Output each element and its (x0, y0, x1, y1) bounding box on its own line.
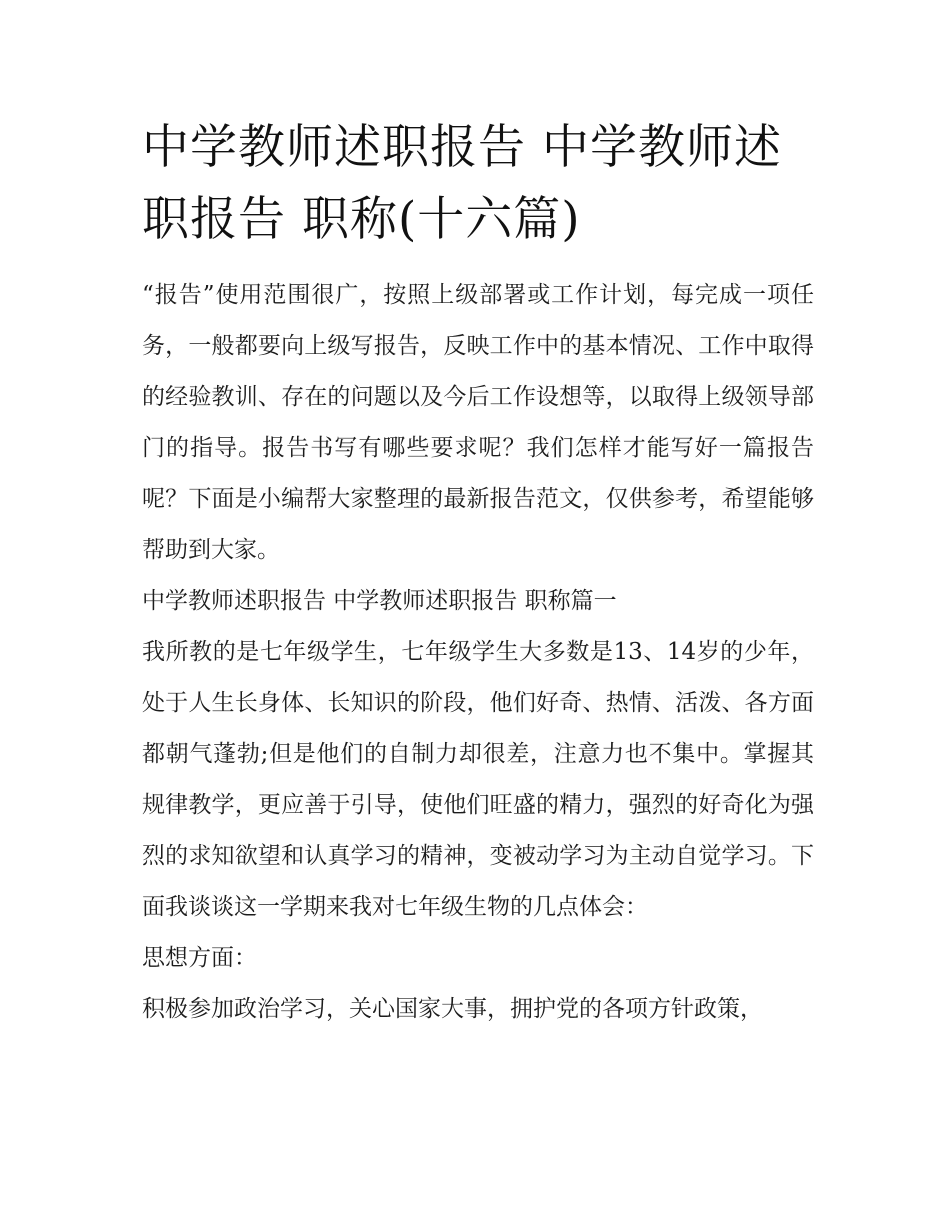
paragraph-politics: 积极参加政治学习，关心国家大事，拥护党的各项方针政策， (142, 996, 763, 1022)
document-content (142, 112, 814, 1035)
paragraph-intro: “报告”使用范围很广，按照上级部署或工作计划，每完成一项任务，一般都要向上级写报告，反映工作中的基本情况、工作中取得的经验教训、存在的问题以及今后工作设想等，以取得上级领导部门的指导。报告书写有哪些要求呢？我们怎样才能写好一篇报告呢？下面是小编帮大家整理的最新报告范文，仅供参考，希望能够帮助到大家。 (142, 282, 814, 563)
paragraph-students: 我所教的是七年级学生，七年级学生大多数是13、14岁的少年，处于人生长身体、长知识的阶段，他们好奇、热情、活泼、各方面都朝气蓬勃;但是他们的自制力却很差，注意力也不集中。掌握其规律教学，更应善于引导，使他们旺盛的精力，强烈的好奇化为强烈的求知欲望和认真学习的精神，变被动学习为主动自觉学习。下面我谈谈这一学期来我对七年级生物的几点体会： (142, 639, 814, 920)
document-body (142, 270, 814, 1035)
subsection-heading: 思想方面： (142, 945, 257, 971)
document-title: 中学教师述职报告 中学教师述职报告 职称(十六篇) (142, 120, 782, 247)
section-heading: 中学教师述职报告 中学教师述职报告 职称篇一 (142, 588, 617, 614)
